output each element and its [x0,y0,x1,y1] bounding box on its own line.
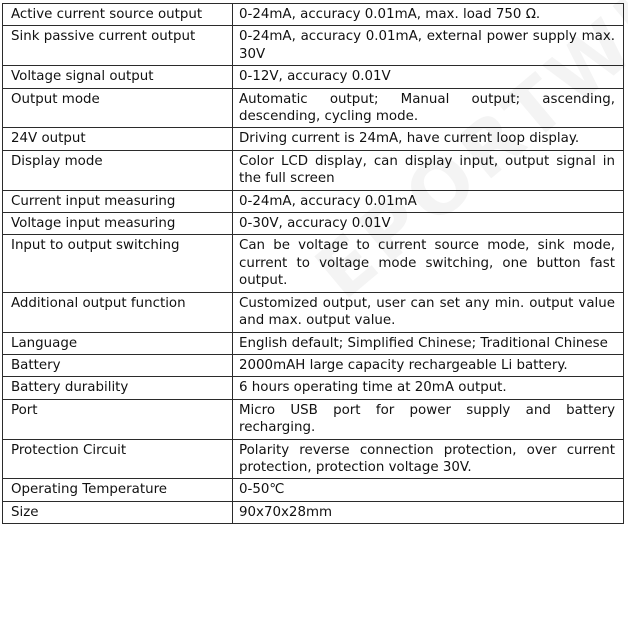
row-value: Customized output, user can set any min. output value and max. output value. [233,292,624,332]
row-value: Can be voltage to current source mode, sink mode, current to voltage mode switching, one button fast output. [233,235,624,292]
row-label: 24V output [3,128,233,150]
row-value: 2000mAH large capacity rechargeable Li battery. [233,354,624,376]
table-row [3,354,624,376]
row-label: Display mode [3,150,233,190]
table-row [3,377,624,399]
row-value: 0-24mA, accuracy 0.01mA [233,190,624,212]
spec-table [2,3,624,524]
table-row [3,292,624,332]
table-row [3,479,624,501]
table-row [3,439,624,479]
row-value: Polarity reverse connection protection, over current protection, protection voltage 30V. [233,439,624,479]
table-row [3,150,624,190]
row-label: Operating Temperature [3,479,233,501]
row-label: Active current source output [3,4,233,26]
table-row [3,501,624,523]
row-value: Micro USB port for power supply and battery recharging. [233,399,624,439]
table-row [3,128,624,150]
row-label: Battery [3,354,233,376]
table-row [3,4,624,26]
row-value: 6 hours operating time at 20mA output. [233,377,624,399]
table-row [3,399,624,439]
row-value: 0-24mA, accuracy 0.01mA, max. load 750 Ω. [233,4,624,26]
row-value: Color LCD display, can display input, output signal in the full screen [233,150,624,190]
row-label: Language [3,332,233,354]
row-value: 0-12V, accuracy 0.01V [233,66,624,88]
row-label: Port [3,399,233,439]
table-row [3,26,624,66]
row-label: Protection Circuit [3,439,233,479]
row-value: 90x70x28mm [233,501,624,523]
row-label: Voltage input measuring [3,213,233,235]
row-label: Voltage signal output [3,66,233,88]
row-value: English default; Simplified Chinese; Traditional Chinese [233,332,624,354]
row-label: Additional output function [3,292,233,332]
table-row [3,66,624,88]
table-row [3,235,624,292]
row-label: Battery durability [3,377,233,399]
row-label: Current input measuring [3,190,233,212]
row-value: 0-24mA, accuracy 0.01mA, external power supply max. 30V [233,26,624,66]
row-label: Input to output switching [3,235,233,292]
table-row [3,332,624,354]
table-row [3,213,624,235]
table-row [3,88,624,128]
row-value: 0-30V, accuracy 0.01V [233,213,624,235]
row-label: Output mode [3,88,233,128]
row-value: Driving current is 24mA, have current loop display. [233,128,624,150]
spec-table-container [2,3,624,524]
table-row [3,190,624,212]
row-value: Automatic output; Manual output; ascending, descending, cycling mode. [233,88,624,128]
row-value: 0-50℃ [233,479,624,501]
row-label: Size [3,501,233,523]
row-label: Sink passive current output [3,26,233,66]
